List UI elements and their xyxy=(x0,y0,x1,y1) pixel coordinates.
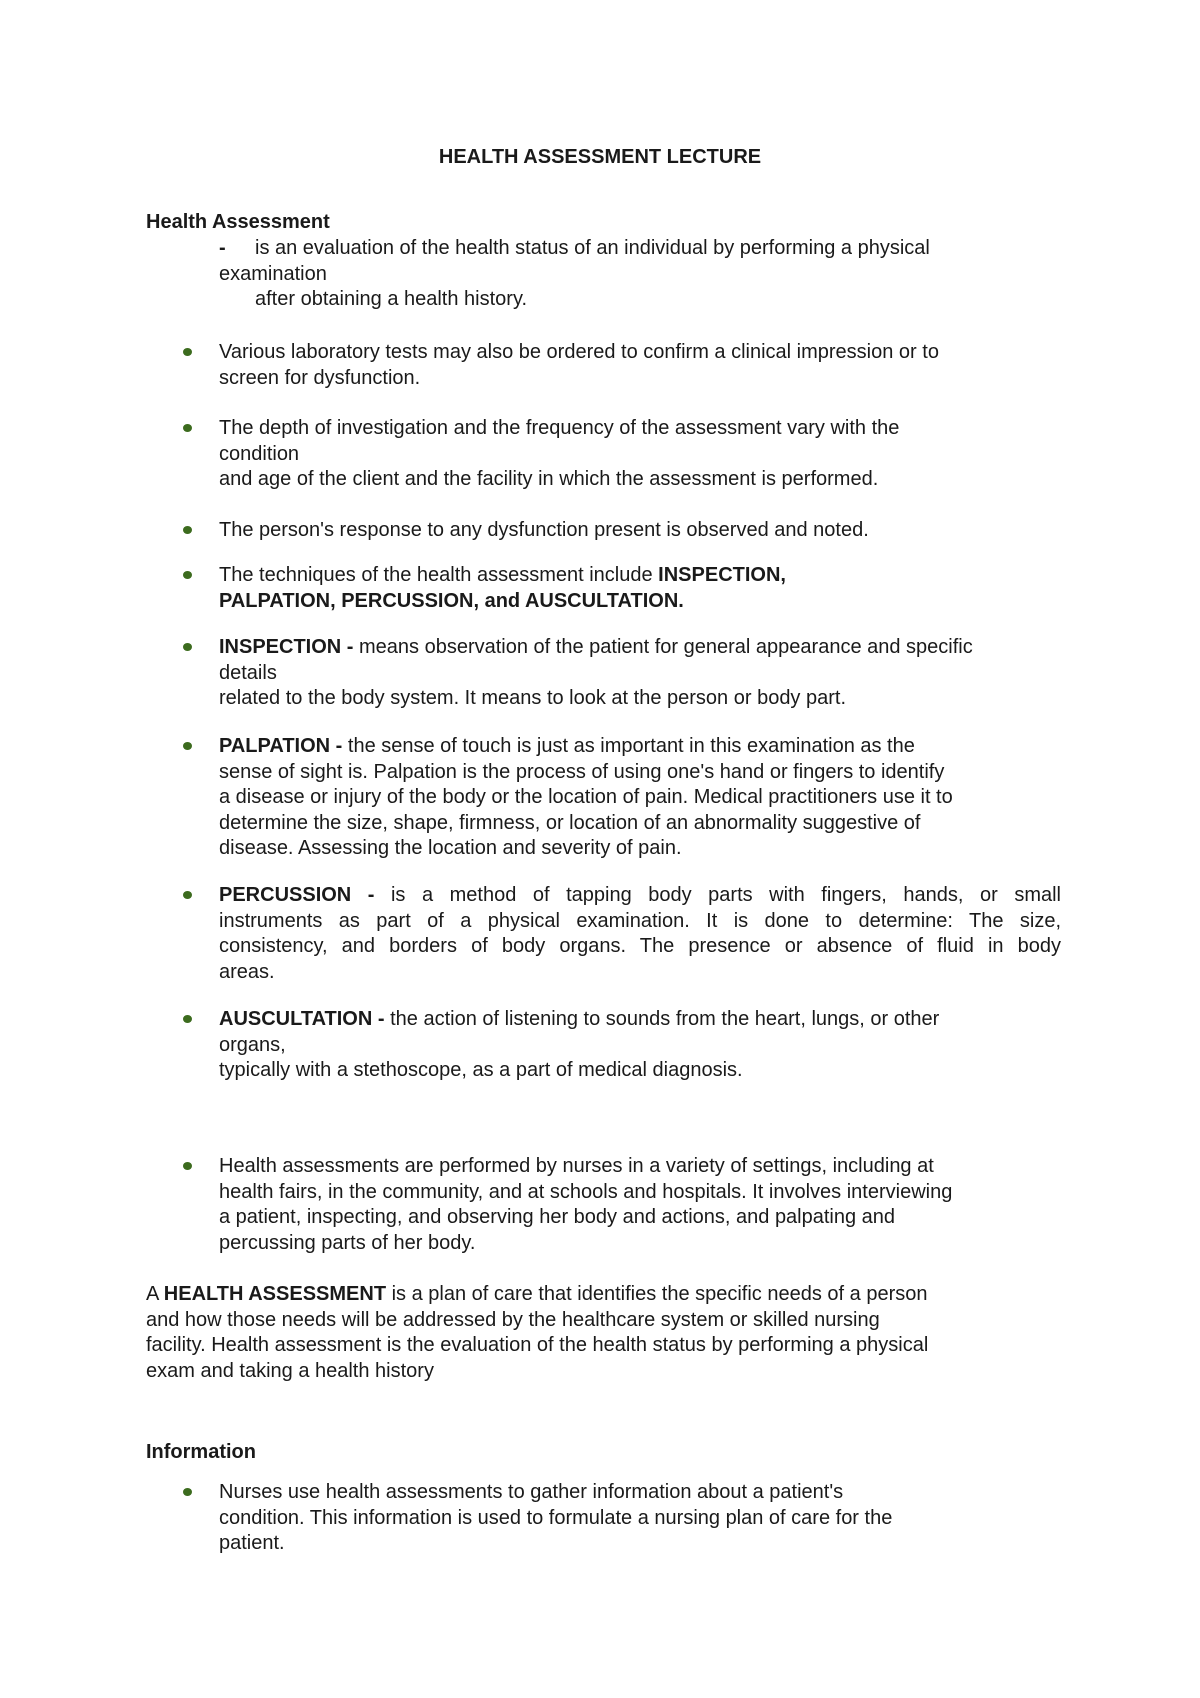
definition-line: after obtaining a health history. xyxy=(255,288,528,310)
bullet-line: disease. Assessing the location and severity of pain. xyxy=(219,837,682,859)
bullet-dot-icon xyxy=(183,891,192,899)
bullet-line: sense of sight is. Palpation is the process of using one's hand or fingers to identify xyxy=(219,760,945,783)
bullet-text: means observation of the patient for general appearance and specific xyxy=(353,636,973,658)
bullet-dot-icon xyxy=(183,424,192,432)
bullet-line: a patient, inspecting, and observing her body and actions, and palpating and xyxy=(219,1206,896,1228)
bullet-item xyxy=(219,1480,1069,1557)
section-heading-health-assessment: Health Assessment xyxy=(146,211,330,233)
bullet-dot-icon xyxy=(183,742,192,750)
bullet-line: condition. This information is used to formulate a nursing plan of care for the xyxy=(219,1506,893,1529)
bullet-line: organs, xyxy=(219,1033,286,1056)
bullet-text: is a method of tapping body parts with fingers, hands, or small xyxy=(374,884,1061,906)
bullet-line: Various laboratory tests may also be ordered to confirm a clinical impression or to xyxy=(219,341,939,363)
bullet-item xyxy=(219,563,1069,614)
bullet-dot-icon xyxy=(183,571,192,579)
bullet-dot-icon xyxy=(183,643,192,651)
bullet-line: patient. xyxy=(219,1532,285,1554)
bullet-line xyxy=(219,883,1061,909)
bullet-line: screen for dysfunction. xyxy=(219,366,421,389)
bullet-line: details xyxy=(219,661,277,684)
paragraph-line: facility. Health assessment is the evaluation of the health status by performing a physical xyxy=(146,1334,929,1356)
paragraph-text: is a plan of care that identifies the specific needs of a person xyxy=(386,1283,928,1305)
term-palpation: PALPATION - xyxy=(219,735,343,757)
bullet-line: related to the body system. It means to look at the person or body part. xyxy=(219,687,847,709)
bullet-line: areas. xyxy=(219,960,275,983)
bullet-line: The depth of investigation and the frequency of the assessment vary with the xyxy=(219,417,900,439)
bullet-dot-icon xyxy=(183,1015,192,1023)
bullet-line: The person's response to any dysfunction present is observed and noted. xyxy=(219,519,869,541)
definition-line xyxy=(219,236,1049,262)
bullet-line: percussing parts of her body. xyxy=(219,1231,476,1254)
paragraph-line: exam and taking a health history xyxy=(146,1359,434,1382)
bullet-dot-icon xyxy=(183,348,192,356)
bullet-line: Health assessments are performed by nurses in a variety of settings, including at xyxy=(219,1155,934,1177)
bullet-line xyxy=(219,734,1069,760)
paragraph-line xyxy=(146,1282,1066,1308)
term-auscultation: AUSCULTATION - xyxy=(219,1008,385,1030)
bullet-line: condition xyxy=(219,442,300,465)
bullet-line xyxy=(219,589,1069,615)
bullet-bold-text: PALPATION, PERCUSSION, and AUSCULTATION. xyxy=(219,589,684,612)
bullet-line xyxy=(219,563,1069,589)
bullet-bold-text: INSPECTION, xyxy=(658,564,786,586)
bullet-dot-icon xyxy=(183,526,192,534)
bullet-line: consistency, and borders of body organs. The presence or absence of fluid in body xyxy=(219,935,1061,957)
definition-text: is an evaluation of the health status of an individual by performing a physical xyxy=(255,237,930,259)
definition-block xyxy=(219,236,1049,313)
bullet-line: instruments as part of a physical examination. It is done to determine: The size, xyxy=(219,909,1061,932)
bullet-line: health fairs, in the community, and at schools and hospitals. It involves interviewing xyxy=(219,1180,953,1203)
paragraph-line: and how those needs will be addressed by the healthcare system or skilled nursing xyxy=(146,1308,880,1331)
bullet-line xyxy=(219,1007,1069,1033)
page-title: HEALTH ASSESSMENT LECTURE xyxy=(438,146,762,168)
bullet-item xyxy=(219,1154,1069,1256)
bullet-line: and age of the client and the facility in which the assessment is performed. xyxy=(219,468,879,490)
bullet-item xyxy=(219,1007,1069,1084)
bullet-dot-icon xyxy=(183,1162,192,1170)
bullet-line: Nurses use health assessments to gather information about a patient's xyxy=(219,1481,844,1503)
bullet-item xyxy=(219,340,1069,391)
bullet-text: the sense of touch is just as important in this examination as the xyxy=(342,735,915,757)
bullet-item xyxy=(219,734,1069,862)
term-inspection: INSPECTION - xyxy=(219,636,354,658)
health-assessment-paragraph xyxy=(146,1282,1066,1384)
bullet-dot-icon xyxy=(183,1488,192,1496)
bullet-item xyxy=(219,518,1069,544)
bullet-text: the action of listening to sounds from the heart, lungs, or other xyxy=(384,1008,940,1030)
dash-marker: - xyxy=(219,237,226,259)
bullet-line: a disease or injury of the body or the location of pain. Medical practitioners use it to xyxy=(219,786,953,808)
definition-line: examination xyxy=(219,262,327,285)
term-percussion: PERCUSSION - xyxy=(219,884,375,906)
bullet-item xyxy=(219,635,1069,712)
paragraph-bold-text: HEALTH ASSESSMENT xyxy=(163,1283,387,1305)
section-heading-information: Information xyxy=(146,1441,256,1463)
bullet-item xyxy=(219,416,1069,493)
bullet-item xyxy=(219,883,1061,985)
bullet-text: The techniques of the health assessment include xyxy=(219,564,659,586)
paragraph-text: A xyxy=(146,1283,164,1305)
bullet-line: typically with a stethoscope, as a part of medical diagnosis. xyxy=(219,1059,743,1081)
bullet-line xyxy=(219,635,1069,661)
bullet-line: determine the size, shape, firmness, or location of an abnormality suggestive of xyxy=(219,811,921,834)
